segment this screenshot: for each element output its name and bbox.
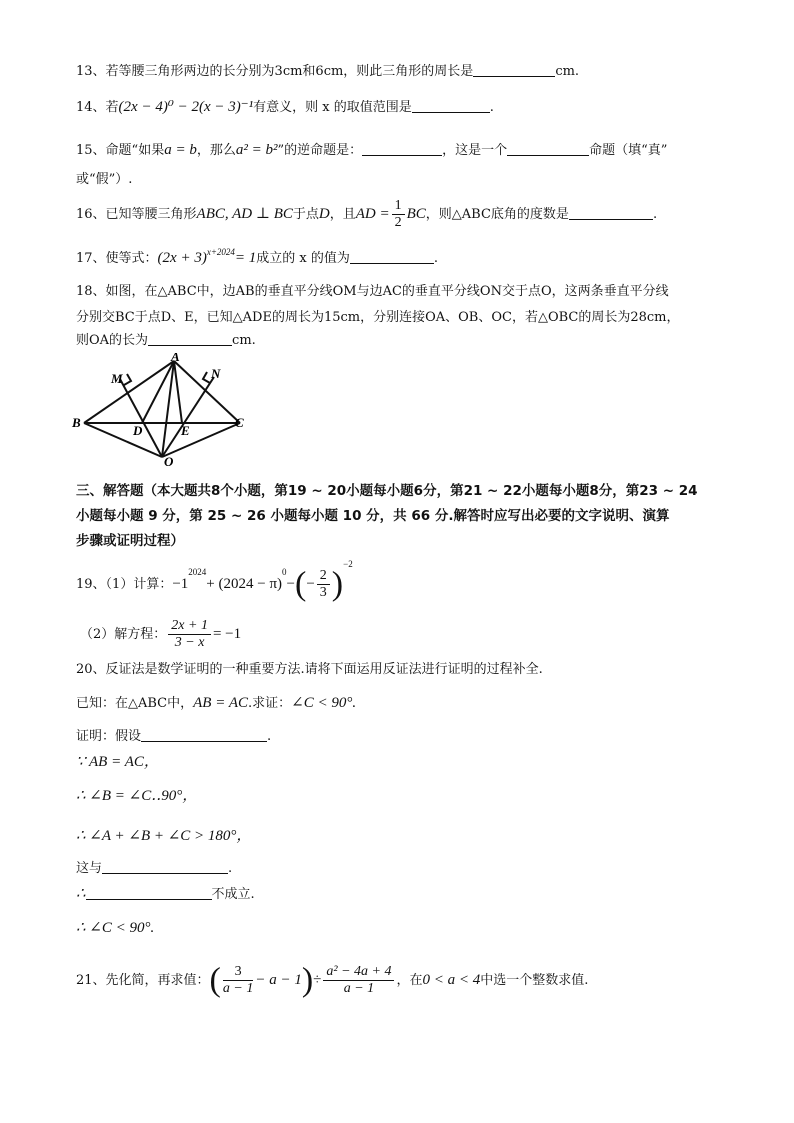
- q21-divide: ÷: [313, 972, 322, 988]
- q19-eq-rhs: = −1: [212, 626, 242, 642]
- q20-step1: ∵ AB = AC，: [76, 754, 159, 770]
- section3-line2: 小题每小题 9 分，第 25 ~ 26 小题每小题 10 分，共 66 分.解答时应写出必要的文字说明、演算: [76, 508, 670, 524]
- q19-inner-sign: −: [306, 576, 315, 592]
- q16-suffix: ，则△ABC底角的度数是: [425, 207, 569, 222]
- question-18-line1: [76, 282, 669, 302]
- q20-assumption-blank[interactable]: [141, 727, 267, 742]
- label-b: B: [72, 415, 81, 430]
- q17-base: (2x + 3): [157, 250, 207, 266]
- question-20-intro: [76, 660, 543, 680]
- q19-minus: −: [286, 576, 295, 592]
- q21-f1-den: a − 1: [222, 981, 254, 996]
- q15-part2: ，这是一个: [442, 143, 508, 158]
- q21-fraction-2: [323, 964, 394, 997]
- q19-frac-num: 2: [317, 568, 330, 585]
- q17-exponent: x+2024: [206, 246, 235, 257]
- q19-term-a-exp: 2024: [188, 566, 207, 577]
- q16-point: D: [318, 206, 330, 222]
- label-a: A: [171, 353, 180, 364]
- q16-ad: AD =: [355, 206, 390, 222]
- q21-f2-num: a² − 4a + 4: [323, 964, 394, 981]
- section-3-heading-line3: [76, 531, 184, 551]
- question-20-step3: [76, 826, 251, 846]
- q21-f2-den: a − 1: [343, 981, 375, 996]
- q20-step4-end: .: [228, 861, 233, 876]
- question-13: [76, 62, 579, 82]
- q21-left-paren: (: [209, 961, 221, 999]
- q16-mid: 于点: [292, 207, 319, 222]
- q18-figure: [70, 353, 255, 468]
- q19-right-paren: ): [331, 565, 344, 603]
- label-d: D: [133, 423, 143, 438]
- q17-rhs: = 1: [234, 250, 257, 266]
- q15-converse-blank[interactable]: [362, 141, 442, 156]
- q21-fraction-1: [223, 964, 253, 997]
- q14-prefix: 14、若: [76, 100, 119, 115]
- q19-outer-exp: −2: [343, 558, 353, 569]
- q20-contradiction-blank[interactable]: [102, 859, 228, 874]
- q21-suffix-b: 中选一个整数求值.: [480, 973, 589, 988]
- question-20-step4: [76, 859, 232, 879]
- question-15-line2: [76, 170, 132, 190]
- question-19-part2: [80, 614, 241, 654]
- q20-given-goal: ∠C < 90°.: [291, 695, 357, 711]
- q18-answer-blank[interactable]: [148, 331, 232, 346]
- question-21: [76, 958, 588, 1002]
- question-17: [76, 248, 438, 269]
- q21-right-paren: ): [301, 961, 314, 999]
- label-n: N: [211, 366, 221, 381]
- q20-step4-prefix: 这与: [76, 861, 103, 876]
- q21-f1-rest: − a − 1: [255, 972, 302, 988]
- q20-given-expr: AB = AC: [193, 695, 248, 711]
- q19-equation-fraction: [168, 618, 211, 651]
- q19-eq-num: 2x + 1: [168, 618, 211, 635]
- q15-part3: 命题（填“真”: [589, 143, 668, 158]
- q17-suffix: 成立的 x 的值为: [256, 251, 350, 266]
- q15-conclusion: a² = b²: [235, 142, 278, 158]
- q17-prefix: 17、使等式：: [76, 251, 158, 266]
- q14-answer-blank[interactable]: [412, 98, 490, 113]
- q14-end: .: [489, 100, 494, 115]
- q19-term-a: −1: [172, 576, 189, 592]
- q15-truth-blank[interactable]: [507, 141, 589, 156]
- q15-mid: ，那么: [196, 143, 236, 158]
- q15-prefix: 15、命题“如果: [76, 143, 165, 158]
- q21-prefix: 21、先化简，再求值：: [76, 973, 210, 988]
- section3-line3: 步骤或证明过程）: [76, 533, 184, 549]
- q16-end: .: [652, 207, 658, 222]
- q20-step5-prefix: ∴: [76, 886, 86, 902]
- q19-eq-den: 3 − x: [174, 635, 205, 650]
- q16-fraction: [392, 198, 405, 231]
- q13-unit: cm.: [555, 64, 580, 79]
- q19-p1-prefix: 19、（1）计算：: [76, 577, 173, 592]
- label-c: C: [235, 415, 244, 430]
- q18-unit: cm.: [232, 333, 256, 348]
- question-18-line3: [76, 331, 256, 351]
- question-15: [76, 140, 667, 161]
- q19-frac-den: 3: [319, 585, 327, 600]
- q21-range: 0 < a < 4: [422, 972, 481, 988]
- label-o: O: [164, 454, 174, 468]
- q14-suffix: 有意义，则 x 的取值范围是: [253, 100, 412, 115]
- q21-suffix-a: ，在: [396, 973, 423, 988]
- q20-intro: 20、反证法是数学证明的一种重要方法.请将下面运用反证法进行证明的过程补全.: [76, 662, 543, 677]
- q15-condition: a = b: [164, 142, 197, 158]
- q20-given-mid: .求证：: [247, 696, 292, 711]
- q13-text: 13、若等腰三角形两边的长分别为3cm和6cm，则此三角形的周长是: [76, 64, 474, 79]
- q21-f1-num: 3: [223, 964, 253, 981]
- question-20-proof: [76, 727, 271, 747]
- section3-line1: 三、解答题（本大题共8个小题，第19 ~ 20小题每小题6分，第21 ~ 22小题每小题8分，第23 ~ 24: [76, 483, 698, 499]
- q20-step3: ∴ ∠A + ∠B + ∠C > 180°，: [76, 828, 252, 844]
- section-3-heading-line2: [76, 506, 669, 526]
- q16-prefix: 16、已知等腰三角形: [76, 207, 197, 222]
- q20-given-prefix: 已知：在△ABC中，: [76, 696, 194, 711]
- question-18-line2: [76, 308, 680, 328]
- question-19-part1: [76, 558, 353, 606]
- question-20-step5: [76, 884, 255, 905]
- section-3-heading-line1: [76, 481, 698, 501]
- q19-fraction: [317, 568, 330, 601]
- question-16: [76, 198, 657, 230]
- label-e: E: [181, 423, 190, 438]
- question-20-given: [76, 693, 356, 714]
- q19-term-b: + (2024 − π): [206, 576, 283, 592]
- q16-given: ABC, AD ⊥ BC: [196, 206, 293, 222]
- q14-expression: (2x − 4)⁰ − 2(x − 3)⁻¹: [118, 99, 254, 115]
- q20-proof-end: .: [267, 729, 272, 744]
- q20-proof-prefix: 证明：假设: [76, 729, 142, 744]
- q19-term-b-exp: 0: [282, 566, 287, 577]
- question-20-step6: [76, 918, 154, 938]
- q16-bc: BC: [406, 206, 426, 222]
- question-20-step2: [76, 786, 197, 806]
- q16-answer-blank[interactable]: [569, 205, 653, 220]
- question-20-step1: [76, 752, 159, 772]
- q15-line2: 或“假”）.: [76, 172, 133, 187]
- q16-frac-num: 1: [392, 198, 405, 215]
- q20-negation-blank[interactable]: [86, 885, 212, 900]
- q20-step5-suffix: 不成立.: [211, 887, 255, 902]
- q19-left-paren: (: [295, 565, 307, 603]
- q19-p2-prefix: （2）解方程：: [80, 627, 167, 642]
- q16-mid2: ，且: [329, 207, 356, 222]
- question-14: [76, 97, 494, 118]
- q18-line2: 分别交BC于点D、E，已知△ADE的周长为15cm，分别连接OA、OB、OC，若△OBC的周长为28cm，: [76, 310, 680, 325]
- q15-suffix: ”的逆命题是：: [277, 143, 363, 158]
- q17-end: .: [433, 251, 439, 266]
- q18-line1: 18、如图，在△ABC中，边AB的垂直平分线OM与边AC的垂直平分线ON交于点O，这两条垂直平分线: [76, 284, 669, 299]
- q16-frac-den: 2: [394, 215, 402, 230]
- q20-step2: ∴ ∠B = ∠C‥90°，: [76, 788, 198, 804]
- q18-line3-prefix: 则OA的长为: [76, 333, 149, 348]
- label-m: M: [111, 371, 123, 386]
- q13-answer-blank[interactable]: [473, 62, 555, 77]
- q17-answer-blank[interactable]: [350, 249, 434, 264]
- q20-step6: ∴ ∠C < 90°.: [76, 920, 155, 936]
